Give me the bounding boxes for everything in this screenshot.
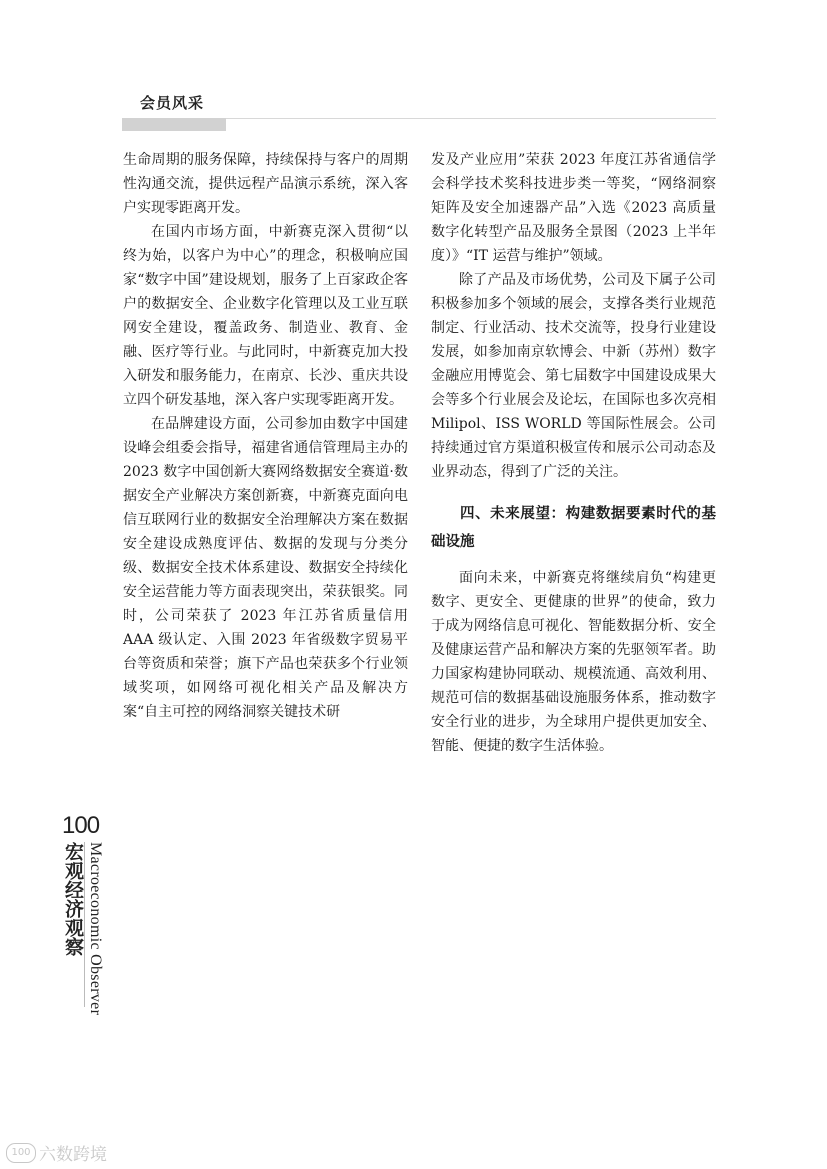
header-rule	[226, 118, 716, 119]
left-paragraph-1: 生命周期的服务保障，持续保持与客户的周期性沟通交流，提供远程产品演示系统，深入客户实现零距离开发。	[123, 152, 408, 216]
left-column	[123, 148, 408, 724]
magazine-name-en: Macroeconomic Observer	[87, 842, 104, 1016]
watermark-logo-icon: 100	[6, 1143, 36, 1163]
watermark-text: 六数跨境	[39, 1145, 107, 1165]
section-heading: 四、未来展望：构建数据要素时代的基础设施	[431, 506, 716, 550]
page-number: 100	[62, 812, 100, 839]
watermark	[6, 1140, 107, 1165]
right-column	[431, 148, 716, 758]
header-bar	[122, 118, 226, 131]
magazine-name-zh: 宏观经济观察	[62, 842, 84, 956]
right-paragraph-2: 除了产品及市场优势，公司及下属子公司积极参加多个领域的展会，支撑各类行业规范制定、行业活动、技术交流等，投身行业建设发展，如参加南京软博会、中新（苏州）数字金融应用博览会、第七届数字中国建设成果大会等多个行业展会及论坛，在国际也多次亮相 Milipol、ISS WORLD 等国际性展会。公司持续通过官方渠道积极宣传和展示公司动态及业界动态，得到了广泛的关注。	[431, 272, 716, 480]
section-tag: 会员风采	[140, 94, 205, 112]
left-paragraph-3: 在品牌建设方面，公司参加由数字中国建设峰会组委会指导，福建省通信管理局主办的 2023 数字中国创新大赛网络数据安全赛道·数据安全产业解决方案创新赛，中新赛克面向电信互联网行业的数据安全治理解决方案在数据安全建设成熟度评估、数据的发现与分类分级、数据安全技术体系建设、数据安全持续化安全运营能力等方面表现突出，荣获银奖。同时，公司荣获了 2023 年江苏省质量信用 AAA 级认定、入围 2023 年省级数字贸易平台等资质和荣誉；旗下产品也荣获多个行业领域奖项，如网络可视化相关产品及解决方案“自主可控的网络洞察关键技术研	[123, 416, 408, 720]
right-paragraph-3: 面向未来，中新赛克将继续肩负“构建更数字、更安全、更健康的世界”的使命，致力于成为网络信息可视化、智能数据分析、安全及健康运营产品和解决方案的先驱领军者。助力国家构建协同联动、规模流通、高效利用、规范可信的数据基础设施服务体系，推动数字安全行业的进步，为全球用户提供更加安全、智能、便捷的数字生活体验。	[431, 570, 716, 754]
magazine-divider	[84, 842, 85, 1007]
right-paragraph-1: 发及产业应用”荣获 2023 年度江苏省通信学会科学技术奖科技进步类一等奖，“网络洞察矩阵及安全加速器产品”入选《2023 高质量数字化转型产品及服务全景图（2023 上半年度）》“IT 运营与维护”领域。	[431, 152, 716, 264]
left-paragraph-2: 在国内市场方面，中新赛克深入贯彻“以终为始，以客户为中心”的理念，积极响应国家“数字中国”建设规划，服务了上百家政企客户的数据安全、企业数字化管理以及工业互联网安全建设，覆盖政务、制造业、教育、金融、医疗等行业。与此同时，中新赛克加大投入研发和服务能力，在南京、长沙、重庆共设立四个研发基地，深入客户实现零距离开发。	[123, 224, 408, 408]
